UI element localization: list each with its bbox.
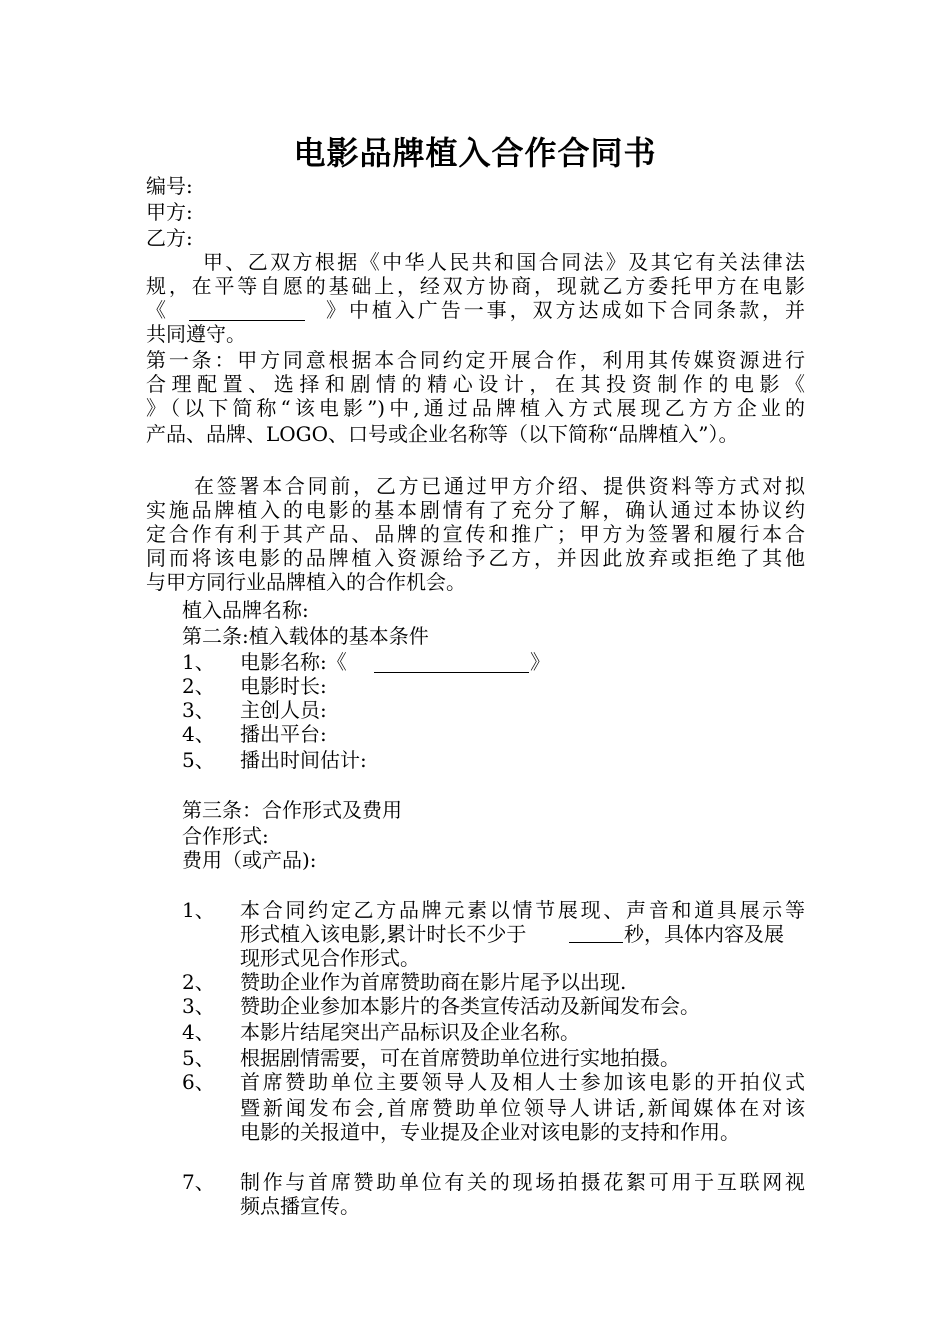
list-item: 赞助企业参加本影片的各类宣传活动及新闻发布会。 [240, 994, 700, 1018]
article1-line: 产品、品牌、LOGO、口号或企业名称等（以下简称“品牌植入”）。 [146, 422, 739, 446]
list-number: 6、 [182, 1070, 215, 1094]
preamble-line: 》中植入广告一事，双方达成如下合同条款，并 [326, 298, 805, 322]
list-number: 3、 [182, 994, 215, 1018]
list-number: 1、 [182, 898, 215, 922]
number-label: 编号: [146, 174, 193, 198]
list-number: 4、 [182, 722, 215, 746]
paragraph2-line: 实施品牌植入的电影的基本剧情有了充分了解，确认通过本协议约 [146, 498, 805, 522]
duration-blank [569, 922, 623, 943]
movie-name-blank [189, 298, 305, 321]
close-bracket: 》 [530, 650, 550, 674]
list-number: 3、 [182, 698, 215, 722]
list-item: 播出时间估计: [240, 748, 367, 772]
list-number: 2、 [182, 970, 215, 994]
list-item: 首席赞助单位主要领导人及相人士参加该电影的开拍仪式 [240, 1070, 805, 1094]
preamble-line: 规，在平等自愿的基础上，经双方协商，现就乙方委托甲方在电影 [146, 274, 805, 298]
list-item: 秒，具体内容及展 [624, 922, 784, 946]
party-a-label: 甲方: [146, 200, 193, 224]
article1-line: 第一条：甲方同意根据本合同约定开展合作，利用其传媒资源进行 [146, 348, 805, 372]
list-item: 根据剧情需要，可在首席赞助单位进行实地拍摄。 [240, 1046, 680, 1070]
list-number: 1、 [182, 650, 215, 674]
list-item: 播出平台: [240, 722, 327, 746]
paragraph2-line: 定合作有利于其产品、品牌的宣传和推广；甲方为签署和履行本合 [146, 522, 805, 546]
list-number: 5、 [182, 1046, 215, 1070]
document-title: 电影品牌植入合作合同书 [293, 134, 657, 172]
list-number: 2、 [182, 674, 215, 698]
article1-line: 》（以下简称“该电影”)中,通过品牌植入方式展现乙方方企业的 [146, 396, 805, 420]
list-number: 5、 [182, 748, 215, 772]
list-item: 本合同约定乙方品牌元素以情节展现、声音和道具展示等 [240, 898, 805, 922]
list-item: 形式植入该电影,累计时长不少于 [240, 922, 527, 946]
list-item: 电影时长: [240, 674, 327, 698]
brand-name-label: 植入品牌名称: [182, 598, 309, 622]
preamble-line: 共同遵守。 [146, 322, 246, 346]
movie-name-field-blank [374, 650, 529, 673]
article3-heading: 第三条：合作形式及费用 [182, 798, 402, 822]
paragraph2-line: 与甲方同行业品牌植入的合作机会。 [146, 570, 466, 594]
preamble-line: 甲、乙双方根据《中华人民共和国合同法》及其它有关法律法 [203, 250, 805, 274]
list-number: 7、 [182, 1170, 215, 1194]
list-number: 4、 [182, 1020, 215, 1044]
list-item: 主创人员: [240, 698, 327, 722]
list-item: 制作与首席赞助单位有关的现场拍摄花絮可用于互联网视 [240, 1170, 805, 1194]
article1-line: 合理配置、选择和剧情的精心设计，在其投资制作的电影《 [146, 372, 805, 396]
movie-name-label: 电影名称:《 [240, 650, 347, 674]
list-item: 暨新闻发布会,首席赞助单位领导人讲话,新闻媒体在对该 [240, 1096, 805, 1120]
party-b-label: 乙方: [146, 226, 193, 250]
list-item: 电影的关报道中，专业提及企业对该电影的支持和作用。 [240, 1120, 740, 1144]
fee-label: 费用（或产品): [182, 848, 317, 872]
paragraph2-line: 同而将该电影的品牌植入资源给予乙方，并因此放弃或拒绝了其他 [146, 546, 805, 570]
list-item: 频点播宣传。 [240, 1194, 360, 1218]
article2-heading: 第二条:植入载体的基本条件 [182, 624, 429, 648]
list-item: 赞助企业作为首席赞助商在影片尾予以出现. [240, 970, 627, 994]
list-item: 本影片结尾突出产品标识及企业名称。 [240, 1020, 580, 1044]
cooperation-form-label: 合作形式: [182, 824, 269, 848]
paragraph2-line: 在签署本合同前，乙方已通过甲方介绍、提供资料等方式对拟 [194, 474, 805, 498]
list-item: 现形式见合作形式。 [240, 946, 420, 970]
preamble-open-bracket: 《 [146, 298, 166, 322]
